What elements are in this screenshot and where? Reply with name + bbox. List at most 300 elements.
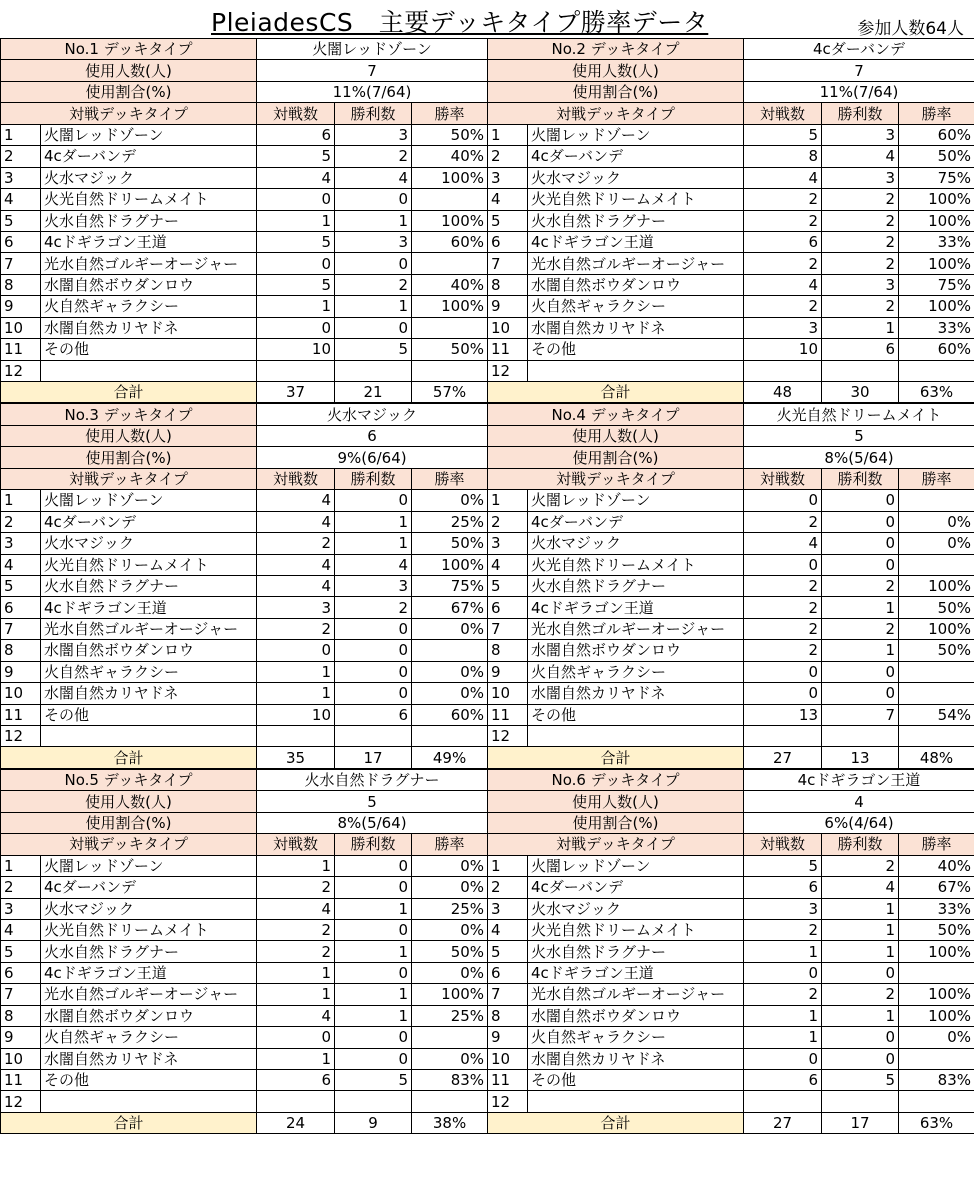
wins-cell[interactable]: 1 [335,511,412,532]
opponent-deck-cell[interactable]: 4cドギラゴン王道 [41,231,257,252]
row-number-cell[interactable]: 4 [488,189,528,210]
opponent-deck-cell[interactable]: 火水マジック [528,898,744,919]
opponent-deck-cell[interactable] [528,360,744,381]
total-winrate-cell[interactable]: 57% [412,382,488,403]
total-matches-cell[interactable]: 37 [257,382,335,403]
opponent-deck-cell[interactable]: 水闇自然ボウダンロウ [41,640,257,661]
matches-cell[interactable]: 10 [257,339,335,360]
winrate-cell[interactable]: 0% [412,1048,488,1069]
total-wins-cell[interactable]: 21 [335,382,412,403]
wins-cell[interactable]: 3 [335,575,412,596]
row-number-cell[interactable]: 9 [1,661,41,682]
row-number-cell[interactable]: 2 [1,877,41,898]
matches-cell[interactable]: 2 [257,533,335,554]
row-number-cell[interactable]: 8 [1,640,41,661]
opponent-deck-cell[interactable]: 火自然ギャラクシー [41,661,257,682]
winrate-header-cell[interactable]: 勝率 [412,468,488,489]
row-number-cell[interactable]: 1 [1,490,41,511]
opponent-deck-cell[interactable]: 火闇レッドゾーン [528,124,744,145]
opponent-deck-cell[interactable]: 4cダーバンデ [528,146,744,167]
wins-header-cell[interactable]: 勝利数 [335,834,412,855]
wins-cell[interactable]: 2 [822,231,899,252]
usage-count-cell[interactable]: 6 [257,425,488,446]
winrate-cell[interactable]: 100% [412,167,488,188]
wins-cell[interactable]: 1 [335,210,412,231]
row-number-cell[interactable]: 11 [1,339,41,360]
total-winrate-cell[interactable]: 63% [899,1112,974,1133]
winrate-cell[interactable]: 50% [899,146,974,167]
winrate-cell[interactable]: 100% [899,618,974,639]
wins-cell[interactable]: 3 [822,167,899,188]
total-wins-cell[interactable]: 17 [822,1112,899,1133]
matches-cell[interactable]: 4 [744,274,822,295]
matches-header-cell[interactable]: 対戦数 [744,468,822,489]
total-label-cell[interactable]: 合計 [488,1112,744,1133]
winrate-cell[interactable]: 75% [412,575,488,596]
wins-cell[interactable] [335,1091,412,1112]
row-number-cell[interactable]: 12 [1,726,41,747]
winrate-cell[interactable] [412,1091,488,1112]
matches-cell[interactable]: 2 [744,597,822,618]
wins-cell[interactable]: 0 [335,683,412,704]
opponent-deck-cell[interactable]: 水闇自然ボウダンロウ [528,274,744,295]
wins-cell[interactable]: 1 [335,984,412,1005]
winrate-cell[interactable]: 50% [412,124,488,145]
wins-cell[interactable]: 2 [822,189,899,210]
winrate-cell[interactable]: 83% [412,1070,488,1091]
opponent-deck-header-cell[interactable]: 対戦デッキタイプ [488,103,744,124]
total-winrate-cell[interactable]: 49% [412,747,488,768]
wins-cell[interactable]: 5 [335,339,412,360]
matches-cell[interactable]: 5 [744,855,822,876]
winrate-cell[interactable]: 50% [899,919,974,940]
row-number-cell[interactable]: 7 [1,618,41,639]
matches-header-cell[interactable]: 対戦数 [257,834,335,855]
matches-cell[interactable]: 4 [257,898,335,919]
winrate-cell[interactable]: 0% [412,962,488,983]
row-number-cell[interactable]: 3 [1,167,41,188]
total-label-cell[interactable]: 合計 [488,747,744,768]
opponent-deck-cell[interactable]: 水闇自然カリヤドネ [528,317,744,338]
usage-count-label-cell[interactable]: 使用人数(人) [1,791,257,812]
winrate-cell[interactable]: 100% [899,296,974,317]
matches-cell[interactable]: 5 [744,124,822,145]
opponent-deck-cell[interactable]: 火自然ギャラクシー [528,661,744,682]
wins-cell[interactable] [822,1091,899,1112]
usage-ratio-cell[interactable]: 11%(7/64) [744,81,974,102]
matches-cell[interactable]: 1 [257,962,335,983]
matches-cell[interactable]: 1 [744,1005,822,1026]
row-number-cell[interactable]: 4 [1,189,41,210]
opponent-deck-cell[interactable]: 水闇自然ボウダンロウ [528,1005,744,1026]
winrate-cell[interactable]: 25% [412,511,488,532]
row-number-cell[interactable]: 1 [488,855,528,876]
winrate-cell[interactable] [899,683,974,704]
wins-cell[interactable]: 1 [335,898,412,919]
winrate-cell[interactable]: 50% [412,533,488,554]
matches-cell[interactable]: 4 [257,554,335,575]
usage-ratio-label-cell[interactable]: 使用割合(%) [1,812,257,833]
row-number-cell[interactable]: 12 [488,360,528,381]
opponent-deck-header-cell[interactable]: 対戦デッキタイプ [1,468,257,489]
wins-cell[interactable]: 0 [822,1027,899,1048]
opponent-deck-cell[interactable]: 4cダーバンデ [528,511,744,532]
deck-type-label-cell[interactable]: No.2 デッキタイプ [488,39,744,60]
winrate-cell[interactable]: 40% [412,274,488,295]
winrate-cell[interactable] [899,554,974,575]
opponent-deck-cell[interactable]: 光水自然ゴルギーオージャー [41,984,257,1005]
row-number-cell[interactable]: 3 [488,898,528,919]
opponent-deck-cell[interactable]: 4cダーバンデ [41,511,257,532]
row-number-cell[interactable]: 9 [1,1027,41,1048]
wins-cell[interactable]: 4 [335,167,412,188]
row-number-cell[interactable]: 2 [488,877,528,898]
wins-cell[interactable]: 0 [335,962,412,983]
matches-cell[interactable] [744,726,822,747]
matches-cell[interactable]: 4 [744,533,822,554]
total-label-cell[interactable]: 合計 [1,1112,257,1133]
wins-cell[interactable]: 2 [822,984,899,1005]
row-number-cell[interactable]: 2 [488,146,528,167]
matches-header-cell[interactable]: 対戦数 [744,834,822,855]
matches-cell[interactable]: 0 [744,1048,822,1069]
matches-cell[interactable] [744,1091,822,1112]
total-matches-cell[interactable]: 27 [744,1112,822,1133]
usage-ratio-label-cell[interactable]: 使用割合(%) [488,447,744,468]
opponent-deck-header-cell[interactable]: 対戦デッキタイプ [1,103,257,124]
row-number-cell[interactable]: 10 [488,317,528,338]
opponent-deck-cell[interactable]: 4cドギラゴン王道 [528,962,744,983]
matches-cell[interactable]: 10 [257,704,335,725]
row-number-cell[interactable]: 8 [488,274,528,295]
opponent-deck-cell[interactable]: 火闇レッドゾーン [41,490,257,511]
usage-count-label-cell[interactable]: 使用人数(人) [488,60,744,81]
usage-count-cell[interactable]: 7 [257,60,488,81]
opponent-deck-cell[interactable]: 火闇レッドゾーン [41,855,257,876]
matches-cell[interactable]: 5 [257,231,335,252]
matches-cell[interactable]: 4 [257,511,335,532]
opponent-deck-cell[interactable]: 4cダーバンデ [528,877,744,898]
matches-cell[interactable]: 2 [744,984,822,1005]
wins-cell[interactable]: 0 [335,877,412,898]
wins-header-cell[interactable]: 勝利数 [822,103,899,124]
winrate-cell[interactable]: 100% [412,554,488,575]
wins-cell[interactable]: 1 [822,317,899,338]
wins-cell[interactable]: 0 [335,317,412,338]
winrate-cell[interactable]: 100% [899,210,974,231]
matches-cell[interactable]: 2 [744,210,822,231]
winrate-cell[interactable]: 100% [899,189,974,210]
row-number-cell[interactable]: 11 [1,1070,41,1091]
winrate-cell[interactable] [899,661,974,682]
matches-cell[interactable]: 1 [744,1027,822,1048]
winrate-cell[interactable] [412,726,488,747]
matches-cell[interactable]: 2 [744,618,822,639]
opponent-deck-cell[interactable]: 火水マジック [41,898,257,919]
opponent-deck-cell[interactable]: 4cダーバンデ [41,146,257,167]
opponent-deck-cell[interactable]: 火光自然ドリームメイト [41,189,257,210]
opponent-deck-cell[interactable]: 光水自然ゴルギーオージャー [528,618,744,639]
row-number-cell[interactable]: 11 [488,339,528,360]
matches-cell[interactable] [257,726,335,747]
wins-cell[interactable]: 2 [822,210,899,231]
deck-type-label-cell[interactable]: No.6 デッキタイプ [488,769,744,790]
opponent-deck-cell[interactable]: 火光自然ドリームメイト [528,919,744,940]
wins-cell[interactable]: 5 [335,1070,412,1091]
wins-cell[interactable]: 2 [822,618,899,639]
matches-cell[interactable]: 2 [744,919,822,940]
row-number-cell[interactable]: 7 [488,253,528,274]
winrate-cell[interactable]: 40% [412,146,488,167]
usage-ratio-cell[interactable]: 8%(5/64) [744,447,974,468]
winrate-header-cell[interactable]: 勝率 [412,103,488,124]
winrate-cell[interactable] [899,962,974,983]
total-wins-cell[interactable]: 9 [335,1112,412,1133]
matches-cell[interactable]: 8 [744,146,822,167]
row-number-cell[interactable]: 1 [488,124,528,145]
usage-ratio-label-cell[interactable]: 使用割合(%) [488,81,744,102]
winrate-cell[interactable]: 100% [899,575,974,596]
wins-cell[interactable]: 0 [822,554,899,575]
matches-cell[interactable]: 2 [257,941,335,962]
opponent-deck-cell[interactable]: その他 [41,704,257,725]
opponent-deck-cell[interactable]: 火水マジック [41,533,257,554]
wins-cell[interactable]: 5 [822,1070,899,1091]
wins-cell[interactable]: 0 [822,683,899,704]
winrate-cell[interactable] [412,640,488,661]
wins-header-cell[interactable]: 勝利数 [822,468,899,489]
wins-cell[interactable] [335,726,412,747]
wins-cell[interactable]: 0 [335,618,412,639]
winrate-cell[interactable]: 100% [412,296,488,317]
winrate-cell[interactable]: 100% [412,210,488,231]
matches-cell[interactable]: 1 [257,296,335,317]
opponent-deck-cell[interactable]: 水闇自然カリヤドネ [41,683,257,704]
wins-cell[interactable]: 0 [335,189,412,210]
opponent-deck-cell[interactable]: 火闇レッドゾーン [528,490,744,511]
winrate-cell[interactable]: 75% [899,167,974,188]
winrate-cell[interactable]: 0% [899,533,974,554]
winrate-cell[interactable] [412,317,488,338]
opponent-deck-cell[interactable]: 光水自然ゴルギーオージャー [41,618,257,639]
wins-cell[interactable]: 0 [335,661,412,682]
winrate-cell[interactable]: 100% [899,984,974,1005]
deck-type-label-cell[interactable]: No.1 デッキタイプ [1,39,257,60]
wins-cell[interactable]: 3 [822,274,899,295]
usage-count-label-cell[interactable]: 使用人数(人) [488,791,744,812]
winrate-cell[interactable]: 83% [899,1070,974,1091]
deck-type-label-cell[interactable]: No.4 デッキタイプ [488,404,744,425]
opponent-deck-cell[interactable] [41,360,257,381]
matches-cell[interactable]: 1 [257,210,335,231]
opponent-deck-cell[interactable]: 水闇自然カリヤドネ [41,317,257,338]
row-number-cell[interactable]: 12 [1,360,41,381]
row-number-cell[interactable]: 6 [488,962,528,983]
matches-header-cell[interactable]: 対戦数 [744,103,822,124]
wins-cell[interactable]: 2 [335,146,412,167]
winrate-cell[interactable]: 0% [412,618,488,639]
matches-cell[interactable]: 13 [744,704,822,725]
opponent-deck-cell[interactable]: 光水自然ゴルギーオージャー [41,253,257,274]
row-number-cell[interactable]: 10 [1,683,41,704]
matches-cell[interactable]: 1 [257,1048,335,1069]
opponent-deck-cell[interactable] [528,1091,744,1112]
wins-cell[interactable]: 0 [335,1048,412,1069]
row-number-cell[interactable]: 8 [488,640,528,661]
matches-cell[interactable]: 6 [744,231,822,252]
winrate-header-cell[interactable]: 勝率 [899,103,974,124]
row-number-cell[interactable]: 2 [1,146,41,167]
wins-cell[interactable]: 1 [822,597,899,618]
matches-cell[interactable]: 2 [257,919,335,940]
matches-cell[interactable]: 3 [257,597,335,618]
deck-name-cell[interactable]: 火闇レッドゾーン [257,39,488,60]
opponent-deck-cell[interactable]: 火自然ギャラクシー [41,296,257,317]
winrate-header-cell[interactable]: 勝率 [899,468,974,489]
winrate-cell[interactable]: 50% [899,597,974,618]
row-number-cell[interactable]: 1 [1,124,41,145]
winrate-cell[interactable]: 0% [412,919,488,940]
wins-cell[interactable] [822,726,899,747]
row-number-cell[interactable]: 6 [1,231,41,252]
row-number-cell[interactable]: 3 [1,898,41,919]
wins-cell[interactable]: 0 [822,661,899,682]
deck-name-cell[interactable]: 火光自然ドリームメイト [744,404,974,425]
opponent-deck-cell[interactable]: 火光自然ドリームメイト [41,554,257,575]
wins-cell[interactable]: 1 [335,1005,412,1026]
winrate-cell[interactable]: 50% [412,941,488,962]
opponent-deck-cell[interactable]: 火自然ギャラクシー [528,1027,744,1048]
row-number-cell[interactable]: 5 [1,210,41,231]
winrate-cell[interactable]: 40% [899,855,974,876]
matches-cell[interactable]: 0 [744,661,822,682]
winrate-cell[interactable]: 75% [899,274,974,295]
opponent-deck-cell[interactable] [528,726,744,747]
total-wins-cell[interactable]: 17 [335,747,412,768]
opponent-deck-cell[interactable]: 火闇レッドゾーン [528,855,744,876]
wins-cell[interactable]: 2 [822,575,899,596]
deck-name-cell[interactable]: 4cダーバンデ [744,39,974,60]
matches-cell[interactable]: 2 [744,296,822,317]
wins-cell[interactable]: 0 [335,1027,412,1048]
row-number-cell[interactable]: 11 [488,704,528,725]
usage-ratio-cell[interactable]: 9%(6/64) [257,447,488,468]
row-number-cell[interactable]: 3 [488,167,528,188]
matches-cell[interactable]: 0 [257,1027,335,1048]
matches-cell[interactable]: 0 [257,640,335,661]
total-label-cell[interactable]: 合計 [488,382,744,403]
winrate-cell[interactable]: 25% [412,1005,488,1026]
deck-type-label-cell[interactable]: No.3 デッキタイプ [1,404,257,425]
usage-count-cell[interactable]: 5 [257,791,488,812]
wins-cell[interactable]: 2 [822,253,899,274]
row-number-cell[interactable]: 5 [1,941,41,962]
row-number-cell[interactable]: 4 [488,554,528,575]
matches-cell[interactable]: 1 [257,855,335,876]
opponent-deck-cell[interactable]: 4cダーバンデ [41,877,257,898]
winrate-cell[interactable]: 0% [412,683,488,704]
wins-cell[interactable]: 1 [822,640,899,661]
opponent-deck-cell[interactable]: その他 [528,704,744,725]
row-number-cell[interactable]: 11 [1,704,41,725]
wins-cell[interactable]: 1 [822,941,899,962]
row-number-cell[interactable]: 4 [488,919,528,940]
matches-cell[interactable]: 4 [744,167,822,188]
deck-type-label-cell[interactable]: No.5 デッキタイプ [1,769,257,790]
usage-count-label-cell[interactable]: 使用人数(人) [1,60,257,81]
wins-cell[interactable] [822,360,899,381]
matches-cell[interactable]: 4 [257,575,335,596]
row-number-cell[interactable]: 8 [1,1005,41,1026]
winrate-cell[interactable]: 100% [899,1005,974,1026]
row-number-cell[interactable]: 10 [488,683,528,704]
usage-count-cell[interactable]: 7 [744,60,974,81]
matches-cell[interactable]: 4 [257,167,335,188]
opponent-deck-cell[interactable]: 水闇自然カリヤドネ [528,683,744,704]
deck-name-cell[interactable]: 火水自然ドラグナー [257,769,488,790]
matches-cell[interactable]: 2 [744,640,822,661]
row-number-cell[interactable]: 9 [488,661,528,682]
row-number-cell[interactable]: 8 [488,1005,528,1026]
wins-cell[interactable]: 0 [822,962,899,983]
row-number-cell[interactable]: 6 [488,231,528,252]
matches-cell[interactable]: 0 [257,253,335,274]
total-matches-cell[interactable]: 48 [744,382,822,403]
row-number-cell[interactable]: 5 [488,575,528,596]
row-number-cell[interactable]: 5 [488,210,528,231]
wins-cell[interactable]: 2 [335,597,412,618]
opponent-deck-cell[interactable]: 火水マジック [528,167,744,188]
matches-cell[interactable]: 4 [257,490,335,511]
opponent-deck-cell[interactable] [41,726,257,747]
winrate-cell[interactable]: 60% [412,704,488,725]
winrate-cell[interactable]: 54% [899,704,974,725]
wins-cell[interactable]: 2 [335,274,412,295]
total-winrate-cell[interactable]: 38% [412,1112,488,1133]
opponent-deck-cell[interactable]: 水闇自然ボウダンロウ [41,1005,257,1026]
winrate-cell[interactable] [899,726,974,747]
opponent-deck-cell[interactable]: 4cドギラゴン王道 [41,597,257,618]
row-number-cell[interactable]: 6 [1,962,41,983]
opponent-deck-header-cell[interactable]: 対戦デッキタイプ [488,834,744,855]
wins-cell[interactable] [335,360,412,381]
matches-cell[interactable]: 2 [744,189,822,210]
total-matches-cell[interactable]: 24 [257,1112,335,1133]
row-number-cell[interactable]: 3 [1,533,41,554]
matches-cell[interactable]: 6 [257,124,335,145]
winrate-cell[interactable] [899,360,974,381]
matches-cell[interactable]: 6 [744,877,822,898]
total-wins-cell[interactable]: 30 [822,382,899,403]
wins-cell[interactable]: 4 [822,146,899,167]
wins-cell[interactable]: 1 [335,941,412,962]
matches-cell[interactable]: 1 [257,683,335,704]
opponent-deck-header-cell[interactable]: 対戦デッキタイプ [488,468,744,489]
row-number-cell[interactable]: 5 [1,575,41,596]
usage-ratio-label-cell[interactable]: 使用割合(%) [488,812,744,833]
wins-cell[interactable]: 2 [822,855,899,876]
opponent-deck-cell[interactable]: 光水自然ゴルギーオージャー [528,253,744,274]
winrate-cell[interactable]: 25% [412,898,488,919]
wins-cell[interactable]: 1 [822,1005,899,1026]
total-matches-cell[interactable]: 27 [744,747,822,768]
wins-cell[interactable]: 6 [822,339,899,360]
opponent-deck-cell[interactable]: その他 [41,339,257,360]
winrate-cell[interactable]: 60% [412,231,488,252]
wins-header-cell[interactable]: 勝利数 [822,834,899,855]
opponent-deck-cell[interactable]: その他 [528,339,744,360]
wins-cell[interactable]: 3 [335,124,412,145]
